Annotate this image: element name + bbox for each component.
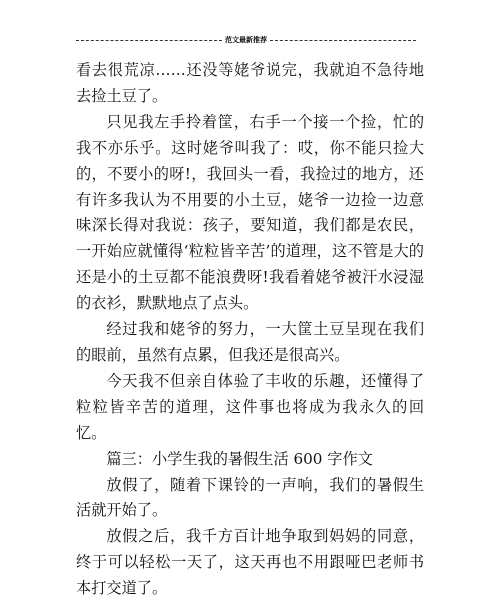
paragraph-1: 看去很荒凉……还没等姥爷说完，我就迫不急待地去捡土豆了。 xyxy=(76,61,424,105)
paragraph-4: 今天我不但亲自体验了丰收的乐趣，还懂得了粒粒皆辛苦的道理，这件事也将成为我永久的回忆。 xyxy=(76,371,424,442)
paragraph-2: 只见我左手拎着筐，右手一个接一个捡，忙的我不亦乐乎。这时姥爷叫我了：哎，你不能只捡大的，不要小的呀!，我回头一看，我捡过的地方，还有许多我认为不用要的小土豆，姥爷一边捡一边意味深长得对我说：孩子，要知道，我们都是农民，一开始应就懂得‘粒粒皆辛苦’的道理，这不管是大的还是小的土豆都不能浪费呀!我看着姥爷被汗水浸湿的衣衫，默默地点了点头。 xyxy=(76,112,424,313)
page-header xyxy=(76,33,416,47)
paragraph-6: 放假之后，我千方百计地争取到妈妈的同意，终于可以轻松一天了，这天再也不用跟哑巴老师书本打交道了。 xyxy=(76,527,424,598)
header-label: 范文最新推荐 xyxy=(225,36,267,44)
paragraph-5: 放假了，随着下课铃的一声响，我们的暑假生活就开始了。 xyxy=(76,475,424,520)
document-body xyxy=(76,58,424,602)
section-heading: 篇三：小学生我的暑假生活 600 字作文 xyxy=(106,449,373,468)
header-rule-left xyxy=(76,40,222,41)
header-rule-right xyxy=(270,40,416,41)
paragraph-3: 经过我和姥爷的努力，一大筐土豆呈现在我们的眼前，虽然有点累，但我还是很高兴。 xyxy=(76,320,424,364)
